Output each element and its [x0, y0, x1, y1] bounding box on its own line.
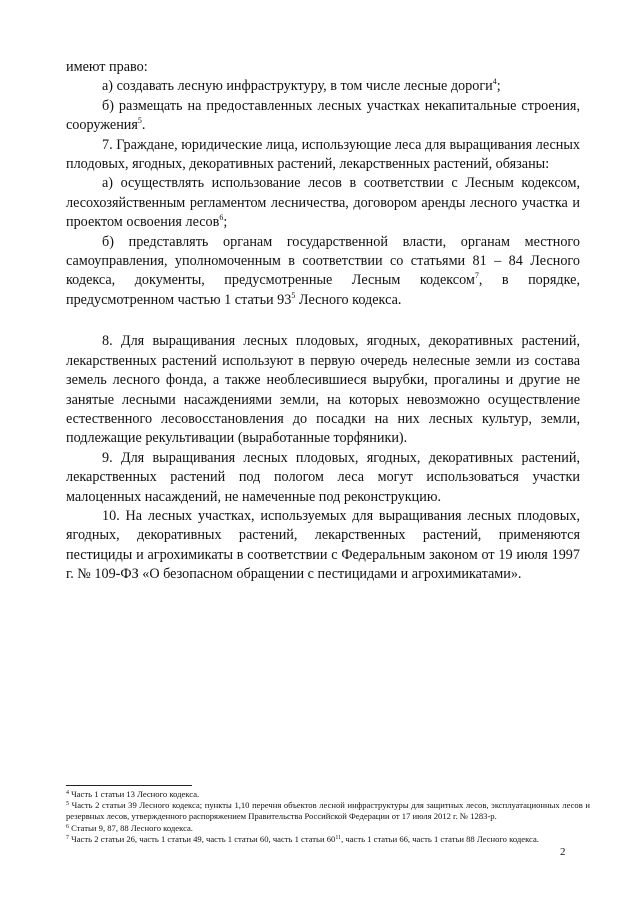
footnote-5: $^5$ Часть 2 статьи 39 Лесного кодекса; пункты 1,10 перечня объектов лесной инфраструктуры для защитных лесов, эксплуатационных лесов и резервных лесов, утвержденного распоряжением Правительства Российской Федерации от 17 июля 2012 г. № 1283-р.: [66, 800, 590, 822]
page-number: 2: [560, 846, 566, 858]
footnote-ref-7: 7: [474, 271, 479, 281]
paragraph-a-infrastructure: а) создавать лесную инфраструктуру, в том числе лесные дороги$^4$;: [102, 77, 501, 95]
paragraph-b-structures: б) размещать на предоставленных лесных участках некапитальные строения, сооружения$^5$.: [66, 97, 580, 134]
footnotes: [66, 789, 590, 845]
paragraph-10: 10. На лесных участках, используемых для выращивания лесных плодовых, ягодных, декоративных растений, лекарственных растений, применяются пестициды и агрохимикаты в соответствии с Федеральным законом от 19 июля 1997 г. № 109-ФЗ «О безопасном обращении с пестицидами и агрохимикатами».: [66, 507, 580, 583]
document-body: [66, 58, 580, 585]
paragraph-intro: имеют право:: [66, 59, 148, 75]
paragraph-7: 7. Граждане, юридические лица, использующие леса для выращивания лесных плодовых, ягодных, декоративных растений, лекарственных растений, обязаны:: [66, 136, 580, 173]
footnote-7: $^7$ Часть 2 статьи 26, часть 1 статьи 49, часть 1 статьи 60, часть 1 статьи $60^{11}$, часть 1 статьи 66, часть 1 статьи 88 Лесного кодекса.: [66, 833, 539, 844]
footnote-separator: [66, 785, 192, 786]
paragraph-7b: б) представлять органам государственной власти, органам местного самоуправления, уполномоченным в соответствии со статьями 81 – 84 Лесного кодекса, документы, предусмотренные Лесным кодексом$^7$, в порядке, предусмотренном частью 1 статьи $93^5$ Лесного кодекса.: [66, 233, 580, 308]
paragraph-9: 9. Для выращивания лесных плодовых, ягодных, декоративных растений, лекарственных растений под пологом леса могут использоваться участки малоценных насаждений, не намеченные под реконструкцию.: [66, 449, 580, 505]
paragraph-8: 8. Для выращивания лесных плодовых, ягодных, декоративных растений, лекарственных растений используют в первую очередь нелесные земли из состава земель лесного фонда, а также необлесившиеся вырубки, прогалины и другие не занятые лесными насаждениями земли, на которых невозможно осуществление естественного лесовосстановления до посадки на них лесных культур, земли, подлежащие рекультивации (выработанные торфяники).: [66, 333, 580, 447]
footnote-ref-4: 4: [492, 77, 497, 87]
footnote-4: $^4$ Часть 1 статьи 13 Лесного кодекса.: [66, 789, 200, 799]
paragraph-7a: а) осуществлять использование лесов в соответствии с Лесным кодексом, лесохозяйственным регламентом лесничества, договором аренды лесного участка и проектом освоения лесов$^6$;: [66, 175, 580, 231]
footnote-6: $^6$ Статьи 9, 87, 88 Лесного кодекса.: [66, 822, 193, 833]
footnote-ref-5: 5: [137, 116, 142, 126]
superscript-5: 5: [291, 290, 296, 300]
footnote-ref-6: 6: [219, 213, 224, 223]
